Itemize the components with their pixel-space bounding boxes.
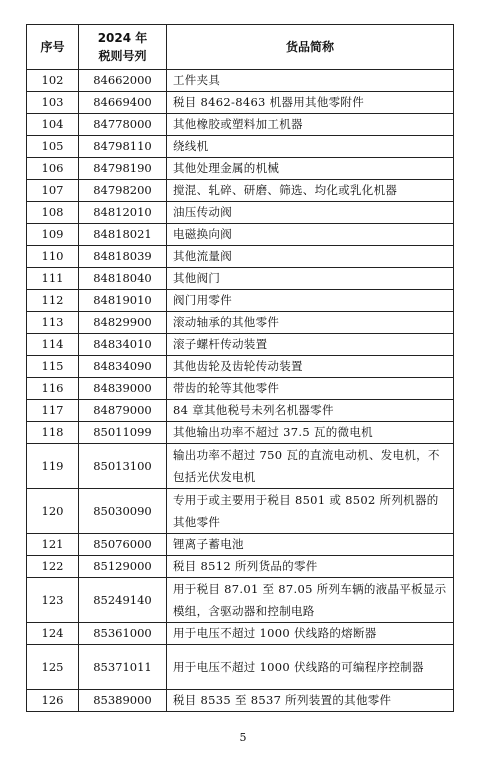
header-goods-name: 货品简称 [167, 25, 454, 70]
row-serial-number: 120 [27, 489, 79, 534]
row-goods-name: 专用于或主要用于税目 8501 或 8502 所列机器的其他零件 [167, 489, 454, 534]
table-row [27, 422, 454, 444]
header-serial-number: 序号 [27, 25, 79, 70]
table-row [27, 356, 454, 378]
row-tariff-code: 85013100 [79, 444, 167, 489]
row-serial-number: 110 [27, 246, 79, 268]
row-serial-number: 115 [27, 356, 79, 378]
row-tariff-code: 84834090 [79, 356, 167, 378]
row-tariff-code: 85249140 [79, 578, 167, 623]
table-row [27, 690, 454, 712]
row-serial-number: 124 [27, 623, 79, 645]
table-row [27, 534, 454, 556]
row-goods-name: 其他齿轮及齿轮传动装置 [167, 356, 454, 378]
row-serial-number: 119 [27, 444, 79, 489]
header-tariff-code-label: 税则号列 [98, 49, 147, 63]
row-goods-name: 带齿的轮等其他零件 [167, 378, 454, 400]
row-serial-number: 111 [27, 268, 79, 290]
row-tariff-code: 84662000 [79, 70, 167, 92]
table-body [27, 70, 454, 712]
row-goods-name: 电磁换向阀 [167, 224, 454, 246]
table-row [27, 70, 454, 92]
header-tariff-code [79, 25, 167, 70]
row-goods-name: 输出功率不超过 750 瓦的直流电动机、发电机，不包括光伏发电机 [167, 444, 454, 489]
row-goods-name: 用于电压不超过 1000 伏线路的可编程序控制器 [167, 645, 454, 690]
row-serial-number: 107 [27, 180, 79, 202]
row-serial-number: 106 [27, 158, 79, 180]
row-tariff-code: 84669400 [79, 92, 167, 114]
row-goods-name: 其他输出功率不超过 37.5 瓦的微电机 [167, 422, 454, 444]
table-row [27, 136, 454, 158]
row-serial-number: 109 [27, 224, 79, 246]
table-row [27, 444, 454, 489]
table-row [27, 556, 454, 578]
table-row [27, 114, 454, 136]
row-tariff-code: 84819010 [79, 290, 167, 312]
table-row [27, 400, 454, 422]
row-tariff-code: 84812010 [79, 202, 167, 224]
table-row [27, 378, 454, 400]
table-header-row [27, 25, 454, 70]
table-row [27, 312, 454, 334]
header-tariff-code-year: 2024 年 [97, 31, 148, 45]
table-row [27, 202, 454, 224]
row-serial-number: 116 [27, 378, 79, 400]
tariff-table [26, 24, 454, 712]
row-tariff-code: 84879000 [79, 400, 167, 422]
row-serial-number: 108 [27, 202, 79, 224]
row-serial-number: 102 [27, 70, 79, 92]
table-row [27, 92, 454, 114]
row-tariff-code: 85389000 [79, 690, 167, 712]
row-tariff-code: 84818040 [79, 268, 167, 290]
page-number: 5 [239, 731, 247, 744]
row-serial-number: 103 [27, 92, 79, 114]
table-row [27, 246, 454, 268]
table-row [27, 180, 454, 202]
row-goods-name: 滚子螺杆传动装置 [167, 334, 454, 356]
table-row [27, 645, 454, 690]
row-serial-number: 122 [27, 556, 79, 578]
row-goods-name: 工件夹具 [167, 70, 454, 92]
table-row [27, 290, 454, 312]
row-goods-name: 税目 8462-8463 机器用其他零附件 [167, 92, 454, 114]
row-serial-number: 114 [27, 334, 79, 356]
row-goods-name: 绕线机 [167, 136, 454, 158]
table-row [27, 578, 454, 623]
row-tariff-code: 85371011 [79, 645, 167, 690]
row-tariff-code: 84818021 [79, 224, 167, 246]
row-serial-number: 113 [27, 312, 79, 334]
row-serial-number: 112 [27, 290, 79, 312]
row-goods-name: 阀门用零件 [167, 290, 454, 312]
row-goods-name: 税目 8512 所列货品的零件 [167, 556, 454, 578]
row-goods-name: 其他橡胶或塑料加工机器 [167, 114, 454, 136]
row-tariff-code: 85361000 [79, 623, 167, 645]
row-serial-number: 121 [27, 534, 79, 556]
row-goods-name: 其他阀门 [167, 268, 454, 290]
row-serial-number: 104 [27, 114, 79, 136]
row-tariff-code: 84798200 [79, 180, 167, 202]
row-serial-number: 125 [27, 645, 79, 690]
table-row [27, 623, 454, 645]
row-serial-number: 105 [27, 136, 79, 158]
row-serial-number: 123 [27, 578, 79, 623]
row-serial-number: 126 [27, 690, 79, 712]
row-tariff-code: 84798110 [79, 136, 167, 158]
row-goods-name: 其他处理金属的机械 [167, 158, 454, 180]
row-tariff-code: 85076000 [79, 534, 167, 556]
row-goods-name: 用于税目 87.01 至 87.05 所列车辆的液晶平板显示模组，含驱动器和控制电路 [167, 578, 454, 623]
row-goods-name: 滚动轴承的其他零件 [167, 312, 454, 334]
row-tariff-code: 84798190 [79, 158, 167, 180]
row-tariff-code: 84818039 [79, 246, 167, 268]
row-serial-number: 118 [27, 422, 79, 444]
table-row [27, 224, 454, 246]
row-tariff-code: 85011099 [79, 422, 167, 444]
row-tariff-code: 84778000 [79, 114, 167, 136]
table-row [27, 158, 454, 180]
table-row [27, 334, 454, 356]
table-row [27, 489, 454, 534]
row-tariff-code: 84829900 [79, 312, 167, 334]
row-goods-name: 84 章其他税号未列名机器零件 [167, 400, 454, 422]
row-serial-number: 117 [27, 400, 79, 422]
row-tariff-code: 85030090 [79, 489, 167, 534]
row-goods-name: 用于电压不超过 1000 伏线路的熔断器 [167, 623, 454, 645]
row-goods-name: 锂离子蓄电池 [167, 534, 454, 556]
row-tariff-code: 85129000 [79, 556, 167, 578]
row-goods-name: 搅混、轧碎、研磨、筛选、均化或乳化机器 [167, 180, 454, 202]
table-row [27, 268, 454, 290]
row-tariff-code: 84839000 [79, 378, 167, 400]
row-goods-name: 税目 8535 至 8537 所列装置的其他零件 [167, 690, 454, 712]
row-tariff-code: 84834010 [79, 334, 167, 356]
row-goods-name: 其他流量阀 [167, 246, 454, 268]
row-goods-name: 油压传动阀 [167, 202, 454, 224]
